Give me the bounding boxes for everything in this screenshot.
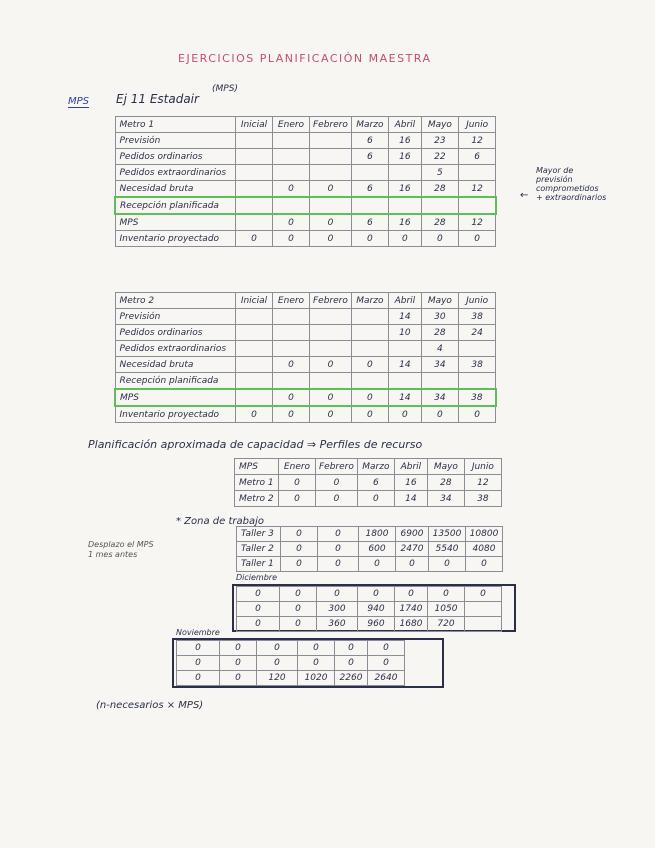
header-cell: Marzo xyxy=(357,459,394,475)
table-cell xyxy=(236,197,273,214)
table-cell xyxy=(351,325,388,341)
header-cell: Enero xyxy=(279,459,316,475)
table-cell: 0 xyxy=(368,641,405,656)
table-row xyxy=(237,617,502,632)
table-cell xyxy=(351,165,388,181)
table-metro-2 xyxy=(114,292,497,423)
table-cell: 0 xyxy=(358,587,395,602)
table-cell xyxy=(310,341,352,357)
table-cell: 0 xyxy=(388,231,421,247)
table-cell xyxy=(236,214,273,231)
table-cell xyxy=(273,325,310,341)
annotation-line: Mayor de xyxy=(536,166,574,175)
table-cell: 0 xyxy=(279,491,316,507)
table-cell xyxy=(421,373,458,390)
header-cell: Metro 2 xyxy=(115,293,236,309)
table-row xyxy=(237,557,503,572)
table-cell: 0 xyxy=(273,406,310,423)
table-cell: MPS xyxy=(115,214,236,231)
table-cell: 0 xyxy=(279,475,316,491)
table-cell xyxy=(236,389,273,406)
table-row xyxy=(115,357,496,373)
table-cell: 0 xyxy=(310,357,352,373)
table-cell xyxy=(236,373,273,390)
table-cell xyxy=(236,309,273,325)
table-cell: 0 xyxy=(257,641,298,656)
table-cell xyxy=(236,149,273,165)
table-cell: 12 xyxy=(464,475,501,491)
table-cell xyxy=(388,341,421,357)
table-row xyxy=(177,656,405,671)
header-cell: Marzo xyxy=(351,117,388,133)
table-cell: 0 xyxy=(359,557,396,572)
table-row xyxy=(115,149,496,165)
table-cell: 0 xyxy=(273,357,310,373)
table-cell xyxy=(458,197,496,214)
side-label: MPS xyxy=(68,96,90,107)
table-cell: 23 xyxy=(421,133,458,149)
table-cell xyxy=(236,133,273,149)
table-row xyxy=(237,587,502,602)
table-noviembre xyxy=(176,640,405,686)
table-row xyxy=(235,475,502,491)
table-cell xyxy=(273,133,310,149)
table-cell xyxy=(273,373,310,390)
table-cell: 1800 xyxy=(359,527,396,542)
header-cell: Mayo xyxy=(421,293,458,309)
table-cell: 0 xyxy=(429,557,466,572)
table-cell: 0 xyxy=(273,181,310,198)
header-cell: Mayo xyxy=(421,117,458,133)
table-cell: 1020 xyxy=(298,671,335,686)
table-cell: 16 xyxy=(394,475,427,491)
header-cell: Febrero xyxy=(316,459,358,475)
table-cell: Taller 1 xyxy=(237,557,281,572)
table-cell: 0 xyxy=(310,181,352,198)
table-cell: 0 xyxy=(177,671,220,686)
table-cell: 0 xyxy=(298,641,335,656)
table-cell: 6900 xyxy=(396,527,429,542)
table-cell: 24 xyxy=(458,325,496,341)
table-row xyxy=(115,341,496,357)
table-cell: MPS xyxy=(115,389,236,406)
table-cell: 0 xyxy=(357,491,394,507)
table-cell: Recepción planificada xyxy=(115,197,236,214)
table-cell xyxy=(273,165,310,181)
table-cell: 0 xyxy=(237,617,280,632)
table-cell: 0 xyxy=(177,641,220,656)
table-cell: 22 xyxy=(421,149,458,165)
header-cell: Marzo xyxy=(351,293,388,309)
table-cell: 4 xyxy=(421,341,458,357)
table-cell xyxy=(273,309,310,325)
header-cell: Junio xyxy=(458,293,496,309)
table-cell: 38 xyxy=(458,357,496,373)
table-cell: 0 xyxy=(318,527,359,542)
table-cell: 12 xyxy=(458,133,496,149)
table-cell: 0 xyxy=(273,214,310,231)
planning-title: Planificación aproximada de capacidad ⇒ Perfiles de recurso xyxy=(88,438,423,451)
table-cell: 600 xyxy=(359,542,396,557)
table-row xyxy=(115,406,496,423)
header-cell: Enero xyxy=(273,117,310,133)
page-title: EJERCICIOS PLANIFICACIÓN MAESTRA xyxy=(178,52,432,65)
table-cell: 0 xyxy=(236,231,273,247)
annotation-line: + extraordinarios xyxy=(536,193,607,202)
table-cell: 0 xyxy=(428,587,465,602)
table-cell xyxy=(310,309,352,325)
table-cell: 10800 xyxy=(466,527,503,542)
table-cell xyxy=(458,165,496,181)
table-cell: 0 xyxy=(281,542,318,557)
table-cell: Recepción planificada xyxy=(115,373,236,390)
table-cell xyxy=(310,149,352,165)
table-cell: Taller 3 xyxy=(237,527,281,542)
exercise-note: (MPS) xyxy=(212,84,238,94)
table-cell: 0 xyxy=(368,656,405,671)
table-cell: 34 xyxy=(427,491,464,507)
table-cell: 0 xyxy=(237,587,280,602)
annotation-line: comprometidos xyxy=(536,184,599,193)
table-row xyxy=(237,542,503,557)
table-cell: 16 xyxy=(388,181,421,198)
table-cell: 0 xyxy=(465,587,502,602)
table-cell: 28 xyxy=(421,325,458,341)
table-cell: Necesidad bruta xyxy=(115,357,236,373)
table-cell: 0 xyxy=(257,656,298,671)
table-cell xyxy=(310,325,352,341)
table-row xyxy=(237,602,502,617)
table-cell: 0 xyxy=(236,406,273,423)
desplazo-line: Desplazo el MPS xyxy=(88,540,154,549)
table-cell: 0 xyxy=(310,214,352,231)
desplazo-line: 1 mes antes xyxy=(88,550,138,559)
table-cell: 6 xyxy=(351,181,388,198)
table-cell xyxy=(458,373,496,390)
table-cell: 1680 xyxy=(395,617,428,632)
table-cell: Taller 2 xyxy=(237,542,281,557)
table-cell: 1050 xyxy=(428,602,465,617)
table-cell xyxy=(351,341,388,357)
table-cell: 0 xyxy=(316,475,358,491)
table-row xyxy=(115,165,496,181)
table-cell xyxy=(273,341,310,357)
table-cell xyxy=(388,197,421,214)
table-cell: 0 xyxy=(237,602,280,617)
header-cell: Abril xyxy=(394,459,427,475)
table-cell xyxy=(351,309,388,325)
table-cell: 0 xyxy=(395,587,428,602)
table-diciembre xyxy=(236,586,502,632)
exercise-title: Ej 11 Estadair xyxy=(116,92,199,106)
table-cell: 5540 xyxy=(429,542,466,557)
table-cell xyxy=(236,165,273,181)
table-cell: 38 xyxy=(458,389,496,406)
table-cell xyxy=(273,149,310,165)
table-cell xyxy=(236,181,273,198)
table-cell: 120 xyxy=(257,671,298,686)
arrow-left-icon: ← xyxy=(520,190,529,201)
table-row xyxy=(115,231,496,247)
table-cell xyxy=(351,373,388,390)
table-cell: 10 xyxy=(388,325,421,341)
table-cell xyxy=(465,617,502,632)
table-cell: 5 xyxy=(421,165,458,181)
table-cell: 2470 xyxy=(396,542,429,557)
table-cell: 0 xyxy=(351,389,388,406)
table-cell: 14 xyxy=(388,357,421,373)
table-row xyxy=(177,641,405,656)
table-cell xyxy=(310,165,352,181)
table-cell: 34 xyxy=(421,357,458,373)
table-cell: Metro 2 xyxy=(235,491,279,507)
table-cell xyxy=(236,357,273,373)
table-cell: 6 xyxy=(357,475,394,491)
zona-trabajo-label: * Zona de trabajo xyxy=(176,516,265,527)
table-cell: 0 xyxy=(281,557,318,572)
table-cell xyxy=(458,341,496,357)
table-cell: Pedidos ordinarios xyxy=(115,149,236,165)
table-cell: 360 xyxy=(317,617,358,632)
table-cell xyxy=(351,197,388,214)
table-cell: 960 xyxy=(358,617,395,632)
table-cell: 300 xyxy=(317,602,358,617)
table-cell: 0 xyxy=(273,389,310,406)
table-cell: 0 xyxy=(280,587,317,602)
table-cell: 6 xyxy=(351,133,388,149)
table-cell: Pedidos ordinarios xyxy=(115,325,236,341)
table-cell: 0 xyxy=(310,231,352,247)
header-cell: Febrero xyxy=(310,117,352,133)
table-cell xyxy=(388,373,421,390)
table-cell: 12 xyxy=(458,181,496,198)
table-cell: 0 xyxy=(388,406,421,423)
table-cell: 0 xyxy=(281,527,318,542)
table-cell: 0 xyxy=(280,602,317,617)
table-cell xyxy=(310,133,352,149)
table-cell: 14 xyxy=(388,389,421,406)
table-cell: 1740 xyxy=(395,602,428,617)
annotation-line: previsión xyxy=(536,175,573,184)
table-cell: Previsión xyxy=(115,309,236,325)
desplazo-note xyxy=(88,540,154,560)
table-cell: 0 xyxy=(318,557,359,572)
header-cell: Junio xyxy=(458,117,496,133)
table-cell: 720 xyxy=(428,617,465,632)
table-cell: Pedidos extraordinarios xyxy=(115,165,236,181)
table-cell: 940 xyxy=(358,602,395,617)
table-row xyxy=(115,373,496,390)
table-row xyxy=(115,389,496,406)
table-cell: 16 xyxy=(388,149,421,165)
table-cell xyxy=(273,197,310,214)
header-cell: Junio xyxy=(464,459,501,475)
table-cell: 14 xyxy=(388,309,421,325)
header-cell: Mayo xyxy=(427,459,464,475)
header-cell: Inicial xyxy=(236,293,273,309)
table-cell: 4080 xyxy=(466,542,503,557)
table-row xyxy=(115,197,496,214)
table-cell: 28 xyxy=(427,475,464,491)
table-cell: 38 xyxy=(458,309,496,325)
table-cell: 0 xyxy=(421,231,458,247)
table-cell: 0 xyxy=(280,617,317,632)
table-cell: 0 xyxy=(177,656,220,671)
table-cell: 34 xyxy=(421,389,458,406)
table-cell: 0 xyxy=(220,641,257,656)
table-row xyxy=(115,214,496,231)
table-row xyxy=(235,491,502,507)
table-cell: Metro 1 xyxy=(235,475,279,491)
table-cell: 0 xyxy=(316,491,358,507)
header-cell: Abril xyxy=(388,293,421,309)
table-metro-1 xyxy=(114,116,497,247)
table-cell: 0 xyxy=(310,406,352,423)
table-cell: Necesidad bruta xyxy=(115,181,236,198)
header-cell: Febrero xyxy=(310,293,352,309)
table-cell xyxy=(236,341,273,357)
table-row xyxy=(115,309,496,325)
table-cell: 13500 xyxy=(429,527,466,542)
table-talleres xyxy=(236,526,503,572)
table-cell: 0 xyxy=(421,406,458,423)
noviembre-label: Noviembre xyxy=(176,628,220,637)
table-cell: 0 xyxy=(317,587,358,602)
table-cell: 12 xyxy=(458,214,496,231)
table-cell: 16 xyxy=(388,133,421,149)
header-cell: Metro 1 xyxy=(115,117,236,133)
table-cell: 2640 xyxy=(368,671,405,686)
table-cell: 0 xyxy=(318,542,359,557)
annotation-mayor xyxy=(536,166,606,202)
table-cell: 28 xyxy=(421,214,458,231)
table-cell: 28 xyxy=(421,181,458,198)
table-cell: 6 xyxy=(458,149,496,165)
table-cell: 0 xyxy=(220,656,257,671)
table-row xyxy=(237,527,503,542)
table-cell: 0 xyxy=(310,389,352,406)
table-cell xyxy=(310,373,352,390)
header-cell: Inicial xyxy=(236,117,273,133)
table-cell: 14 xyxy=(394,491,427,507)
table-cell: Pedidos extraordinarios xyxy=(115,341,236,357)
header-cell: Enero xyxy=(273,293,310,309)
table-cell: 2260 xyxy=(335,671,368,686)
table-cell xyxy=(465,602,502,617)
table-cell: 6 xyxy=(351,149,388,165)
diciembre-label: Diciembre xyxy=(236,573,278,582)
footer-note: (n-necesarios × MPS) xyxy=(96,700,204,711)
table-cell: 0 xyxy=(351,406,388,423)
table-cell: 0 xyxy=(458,406,496,423)
table-row xyxy=(177,671,405,686)
table-cell: 0 xyxy=(396,557,429,572)
table-cell xyxy=(388,165,421,181)
table-cell: 0 xyxy=(220,671,257,686)
table-cell: Previsión xyxy=(115,133,236,149)
table-cell xyxy=(236,325,273,341)
table-cell xyxy=(421,197,458,214)
header-cell: Abril xyxy=(388,117,421,133)
table-cell: 16 xyxy=(388,214,421,231)
table-cell: 6 xyxy=(351,214,388,231)
table-mps-summary xyxy=(234,458,502,507)
table-row xyxy=(115,181,496,198)
table-cell: 0 xyxy=(466,557,503,572)
table-cell: 0 xyxy=(335,641,368,656)
table-row xyxy=(115,325,496,341)
table-cell: 38 xyxy=(464,491,501,507)
table-cell: 0 xyxy=(351,357,388,373)
table-cell: Inventario proyectado xyxy=(115,406,236,423)
table-cell: 0 xyxy=(335,656,368,671)
table-cell: 0 xyxy=(458,231,496,247)
table-row xyxy=(115,133,496,149)
table-cell: Inventario proyectado xyxy=(115,231,236,247)
table-cell: 30 xyxy=(421,309,458,325)
header-cell: MPS xyxy=(235,459,279,475)
table-cell: 0 xyxy=(298,656,335,671)
table-cell: 0 xyxy=(351,231,388,247)
table-cell xyxy=(310,197,352,214)
table-cell: 0 xyxy=(273,231,310,247)
